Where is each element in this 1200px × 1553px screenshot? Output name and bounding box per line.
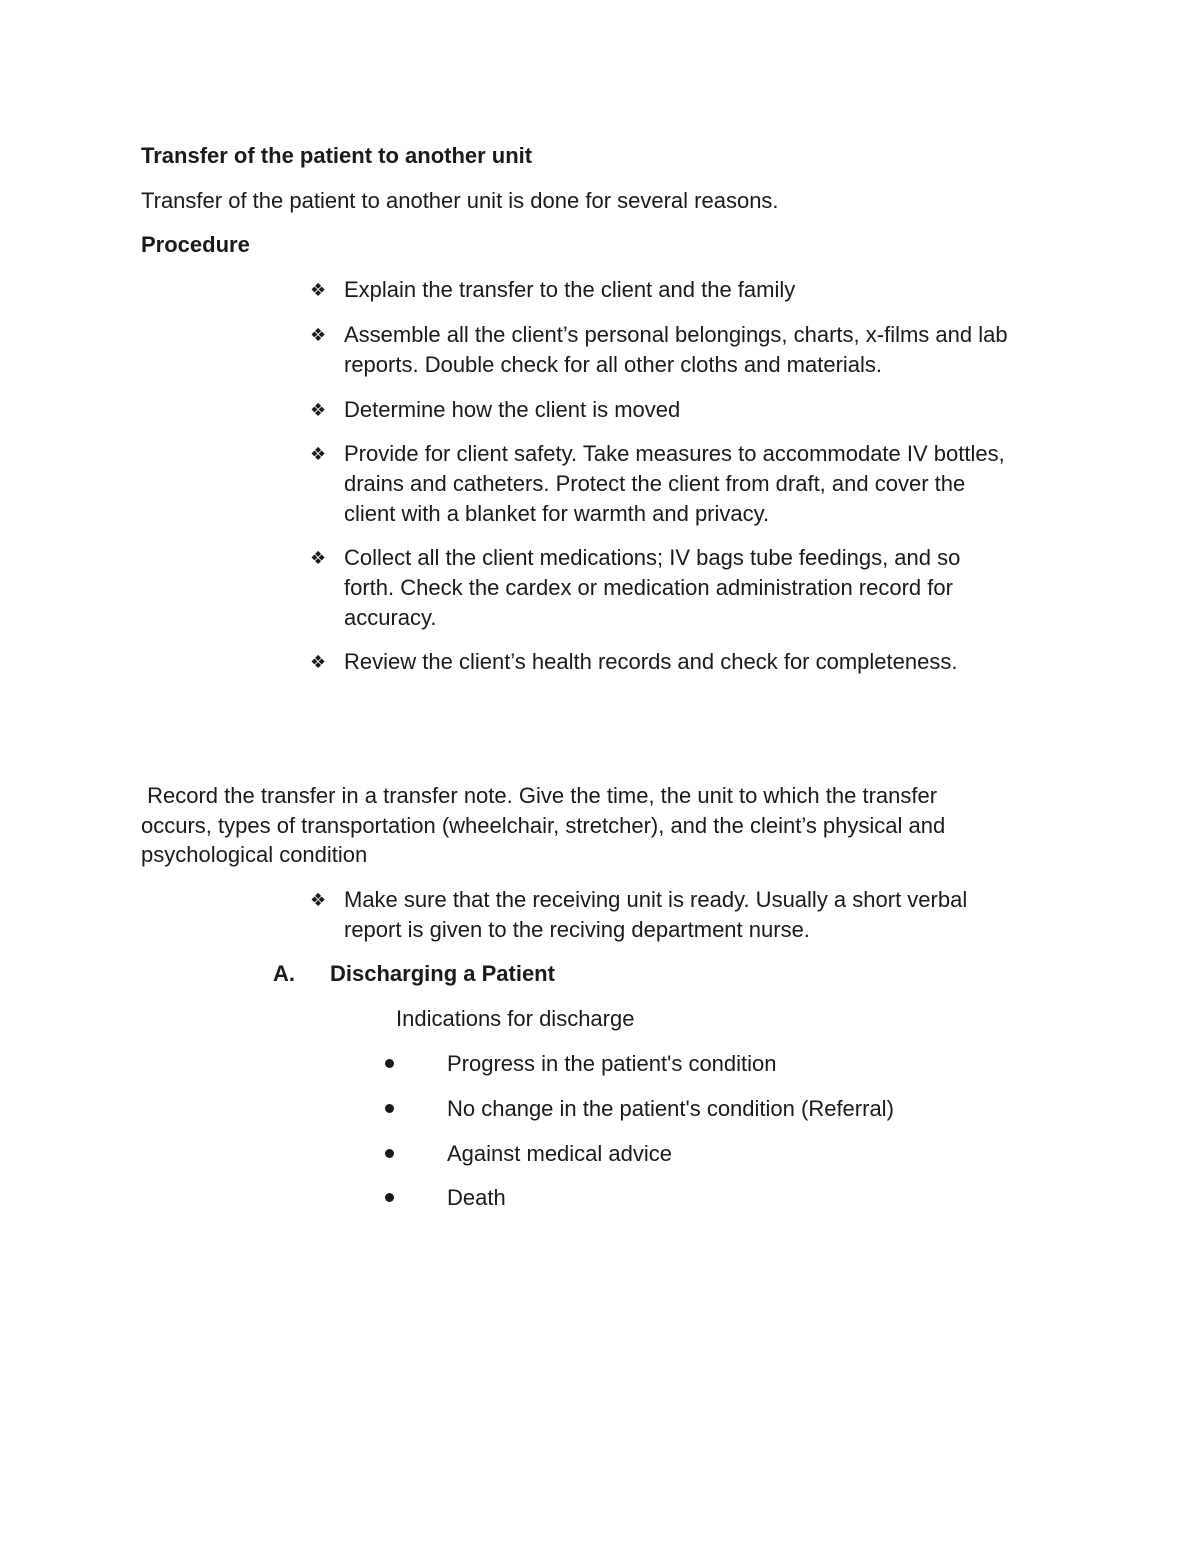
procedure-item-line: Explain the transfer to the client and the family: [344, 277, 796, 302]
indications-label: Indications for discharge: [396, 1006, 635, 1031]
section-title: Discharging a Patient: [330, 961, 555, 986]
procedure-item-line: Provide for client safety. Take measures to accommodate IV bottles,: [344, 441, 1005, 466]
diamond-bullet-icon: ❖: [310, 890, 327, 910]
page-heading: Transfer of the patient to another unit: [141, 143, 533, 168]
diamond-bullet-icon: ❖: [310, 280, 327, 300]
procedure-item-line: drains and catheters. Protect the client from draft, and cover the: [344, 471, 966, 496]
indication-text: No change in the patient's condition (Referral): [447, 1096, 894, 1121]
receiving-item-line: report is given to the reciving department nurse.: [344, 917, 810, 942]
procedure-item-line: Assemble all the client’s personal belongings, charts, x-films and lab: [344, 322, 1008, 347]
procedure-item-line: forth. Check the cardex or medication administration record for: [344, 575, 953, 600]
bullet-dot-icon: [385, 1059, 394, 1068]
bullet-dot-icon: [385, 1149, 394, 1158]
indication-text: Death: [447, 1185, 506, 1210]
procedure-item-line: Collect all the client medications; IV bags tube feedings, and so: [344, 545, 961, 570]
procedure-item-line: Determine how the client is moved: [344, 397, 681, 422]
procedure-item-line: client with a blanket for warmth and privacy.: [344, 501, 770, 526]
indication-text: Against medical advice: [447, 1141, 673, 1166]
diamond-bullet-icon: ❖: [310, 652, 327, 672]
record-paragraph-line: Record the transfer in a transfer note. Give the time, the unit to which the transfer: [141, 783, 938, 808]
diamond-bullet-icon: ❖: [310, 444, 327, 464]
record-paragraph-line: psychological condition: [141, 842, 368, 867]
procedure-item-line: reports. Double check for all other cloths and materials.: [344, 352, 883, 377]
diamond-bullet-icon: ❖: [310, 548, 327, 568]
bullet-dot-icon: [385, 1104, 394, 1113]
procedure-item-line: Review the client’s health records and check for completeness.: [344, 649, 958, 674]
diamond-bullet-icon: ❖: [310, 400, 327, 420]
indication-text: Progress in the patient's condition: [447, 1051, 777, 1076]
procedure-item-line: accuracy.: [344, 605, 437, 630]
intro-paragraph: Transfer of the patient to another unit is done for several reasons.: [141, 188, 779, 213]
record-paragraph-line: occurs, types of transportation (wheelchair, stretcher), and the cleint’s physical and: [141, 813, 946, 838]
procedure-label: Procedure: [141, 232, 250, 257]
section-marker: A.: [273, 961, 295, 986]
bullet-dot-icon: [385, 1193, 394, 1202]
receiving-item-line: Make sure that the receiving unit is ready. Usually a short verbal: [344, 887, 968, 912]
diamond-bullet-icon: ❖: [310, 325, 327, 345]
